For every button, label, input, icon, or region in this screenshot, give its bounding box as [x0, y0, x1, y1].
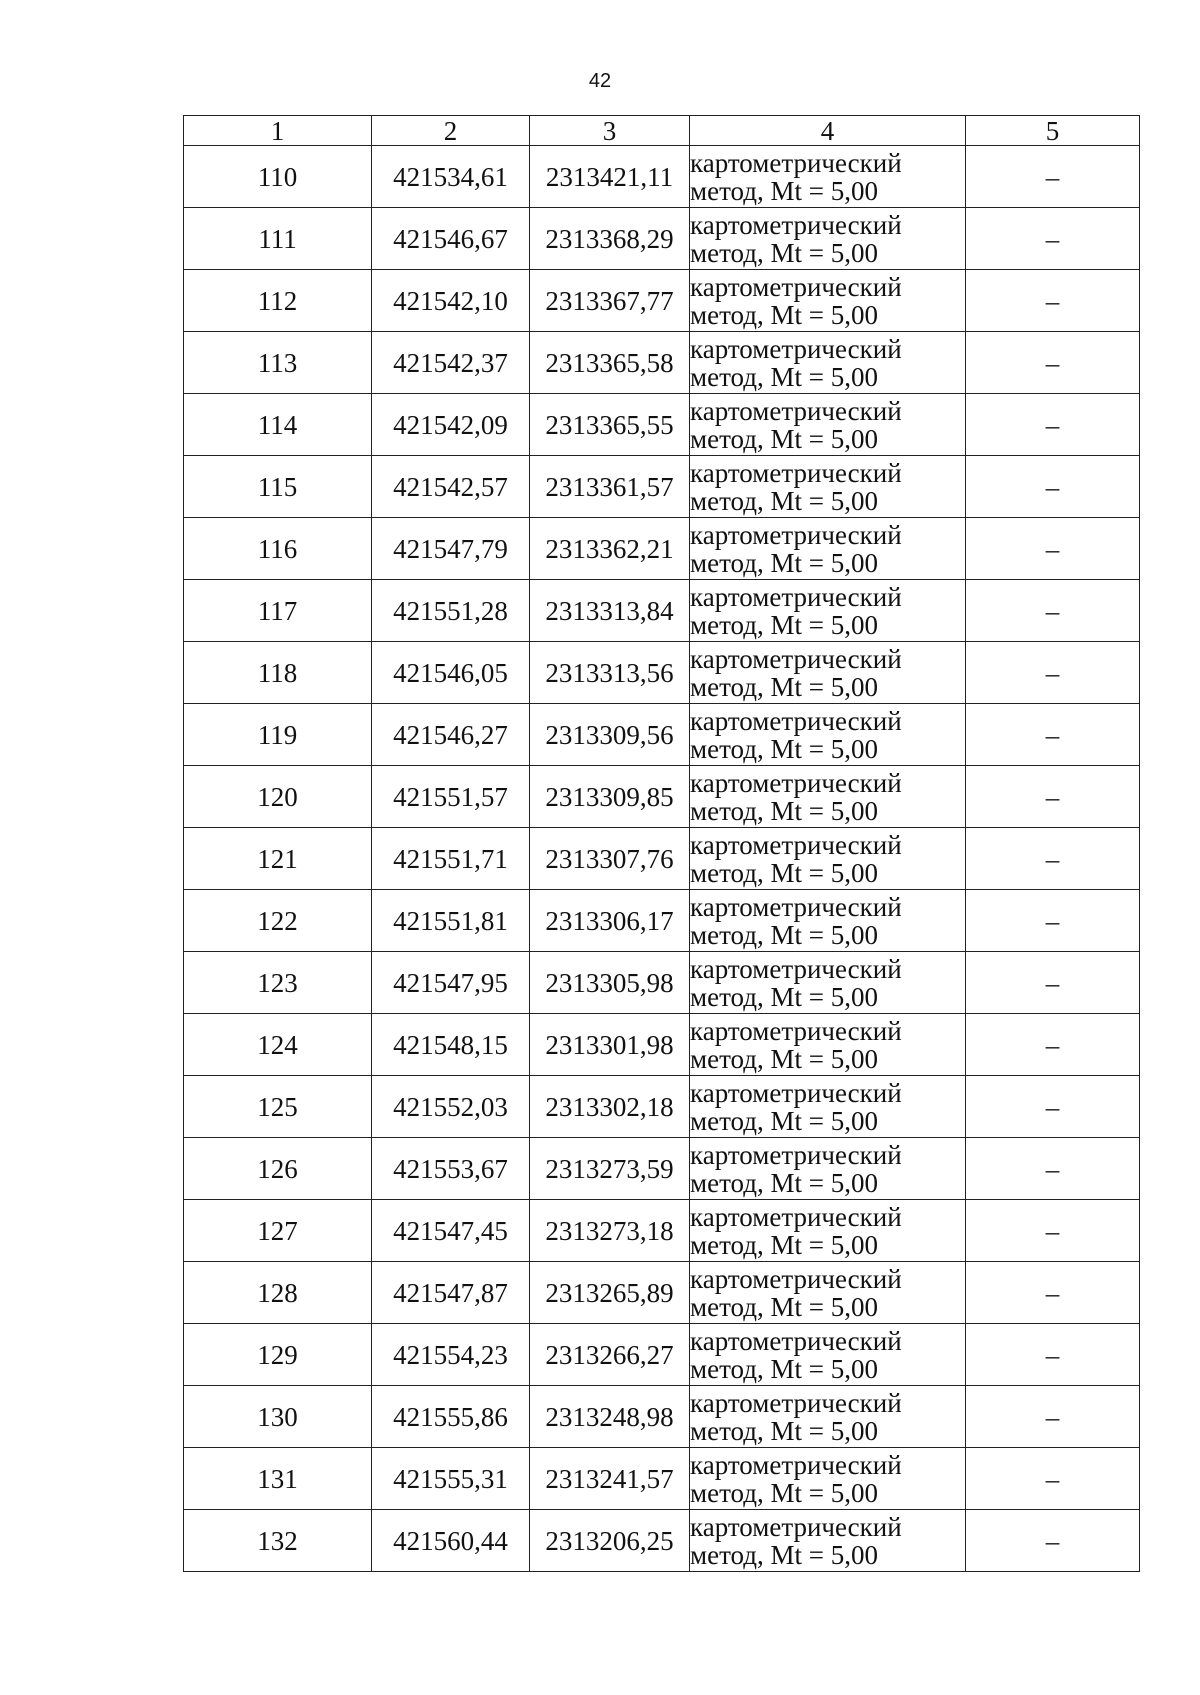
x-coordinate-cell: 421546,05 [372, 642, 530, 704]
method-line-2: метод, Mt = 5,00 [690, 1167, 878, 1198]
point-number-cell: 128 [184, 1262, 372, 1324]
method-cell [690, 518, 966, 580]
method-cell [690, 704, 966, 766]
column-5-cell: – [966, 1448, 1140, 1510]
column-5-cell: – [966, 642, 1140, 704]
method-cell [690, 952, 966, 1014]
method-line-2: метод, Mt = 5,00 [690, 361, 878, 392]
table-row [184, 642, 1140, 704]
method-cell [690, 766, 966, 828]
point-number-cell: 122 [184, 890, 372, 952]
x-coordinate-cell: 421554,23 [372, 1324, 530, 1386]
column-5-cell: – [966, 270, 1140, 332]
method-cell [690, 394, 966, 456]
method-line-2: метод, Mt = 5,00 [690, 857, 878, 888]
table-row [184, 1138, 1140, 1200]
y-coordinate-cell: 2313273,59 [530, 1138, 690, 1200]
method-line-2: метод, Mt = 5,00 [690, 547, 878, 578]
header-col-1: 1 [184, 116, 372, 146]
header-col-5: 5 [966, 116, 1140, 146]
y-coordinate-cell: 2313302,18 [530, 1076, 690, 1138]
method-cell [690, 1324, 966, 1386]
method-cell [690, 1138, 966, 1200]
method-cell [690, 1076, 966, 1138]
y-coordinate-cell: 2313273,18 [530, 1200, 690, 1262]
column-5-cell: – [966, 952, 1140, 1014]
y-coordinate-cell: 2313309,56 [530, 704, 690, 766]
coordinates-table [183, 115, 1140, 1572]
x-coordinate-cell: 421552,03 [372, 1076, 530, 1138]
table-row [184, 580, 1140, 642]
x-coordinate-cell: 421551,28 [372, 580, 530, 642]
method-line-1: картометрический [690, 1325, 902, 1356]
point-number-cell: 130 [184, 1386, 372, 1448]
method-line-1: картометрический [690, 953, 902, 984]
table-row [184, 704, 1140, 766]
x-coordinate-cell: 421547,95 [372, 952, 530, 1014]
method-line-2: метод, Mt = 5,00 [690, 1477, 878, 1508]
point-number-cell: 127 [184, 1200, 372, 1262]
column-5-cell: – [966, 1324, 1140, 1386]
point-number-cell: 123 [184, 952, 372, 1014]
x-coordinate-cell: 421546,27 [372, 704, 530, 766]
column-5-cell: – [966, 332, 1140, 394]
method-line-2: метод, Mt = 5,00 [690, 237, 878, 268]
table-row [184, 456, 1140, 518]
y-coordinate-cell: 2313206,25 [530, 1510, 690, 1572]
point-number-cell: 129 [184, 1324, 372, 1386]
method-line-1: картометрический [690, 891, 902, 922]
x-coordinate-cell: 421542,10 [372, 270, 530, 332]
method-cell [690, 270, 966, 332]
table-row [184, 518, 1140, 580]
point-number-cell: 124 [184, 1014, 372, 1076]
point-number-cell: 110 [184, 146, 372, 208]
method-line-2: метод, Mt = 5,00 [690, 1105, 878, 1136]
x-coordinate-cell: 421547,79 [372, 518, 530, 580]
y-coordinate-cell: 2313365,55 [530, 394, 690, 456]
method-line-2: метод, Mt = 5,00 [690, 795, 878, 826]
method-line-2: метод, Mt = 5,00 [690, 733, 878, 764]
method-line-1: картометрический [690, 643, 902, 674]
table-row [184, 766, 1140, 828]
table-row [184, 146, 1140, 208]
column-5-cell: – [966, 704, 1140, 766]
y-coordinate-cell: 2313362,21 [530, 518, 690, 580]
method-line-2: метод, Mt = 5,00 [690, 423, 878, 454]
point-number-cell: 126 [184, 1138, 372, 1200]
point-number-cell: 118 [184, 642, 372, 704]
point-number-cell: 113 [184, 332, 372, 394]
y-coordinate-cell: 2313265,89 [530, 1262, 690, 1324]
method-line-1: картометрический [690, 333, 902, 364]
x-coordinate-cell: 421551,81 [372, 890, 530, 952]
x-coordinate-cell: 421551,57 [372, 766, 530, 828]
y-coordinate-cell: 2313367,77 [530, 270, 690, 332]
table-header [184, 116, 1140, 146]
table-row [184, 208, 1140, 270]
y-coordinate-cell: 2313313,84 [530, 580, 690, 642]
table-row [184, 1386, 1140, 1448]
method-line-1: картометрический [690, 395, 902, 426]
table-row [184, 1014, 1140, 1076]
column-5-cell: – [966, 1200, 1140, 1262]
method-cell [690, 1014, 966, 1076]
y-coordinate-cell: 2313305,98 [530, 952, 690, 1014]
method-line-1: картометрический [690, 705, 902, 736]
method-line-2: метод, Mt = 5,00 [690, 175, 878, 206]
page-number: 42 [588, 70, 612, 92]
column-5-cell: – [966, 580, 1140, 642]
method-line-1: картометрический [690, 457, 902, 488]
column-5-cell: – [966, 1138, 1140, 1200]
method-line-2: метод, Mt = 5,00 [690, 1043, 878, 1074]
column-5-cell: – [966, 766, 1140, 828]
method-line-1: картометрический [690, 209, 902, 240]
column-5-cell: – [966, 208, 1140, 270]
point-number-cell: 121 [184, 828, 372, 890]
method-line-1: картометрический [690, 271, 902, 302]
table-row [184, 1324, 1140, 1386]
point-number-cell: 114 [184, 394, 372, 456]
method-line-2: метод, Mt = 5,00 [690, 1229, 878, 1260]
table-row [184, 1262, 1140, 1324]
method-line-1: картометрический [690, 581, 902, 612]
method-line-2: метод, Mt = 5,00 [690, 1353, 878, 1384]
point-number-cell: 115 [184, 456, 372, 518]
method-cell [690, 580, 966, 642]
method-line-1: картометрический [690, 829, 902, 860]
point-number-cell: 117 [184, 580, 372, 642]
header-col-2: 2 [372, 116, 530, 146]
method-cell [690, 1262, 966, 1324]
x-coordinate-cell: 421555,86 [372, 1386, 530, 1448]
table-row [184, 332, 1140, 394]
method-line-1: картометрический [690, 1077, 902, 1108]
column-5-cell: – [966, 828, 1140, 890]
y-coordinate-cell: 2313307,76 [530, 828, 690, 890]
table-row [184, 952, 1140, 1014]
method-line-1: картометрический [690, 1387, 902, 1418]
method-line-1: картометрический [690, 767, 902, 798]
table-row [184, 1200, 1140, 1262]
method-line-2: метод, Mt = 5,00 [690, 981, 878, 1012]
point-number-cell: 132 [184, 1510, 372, 1572]
x-coordinate-cell: 421547,45 [372, 1200, 530, 1262]
point-number-cell: 131 [184, 1448, 372, 1510]
method-line-1: картометрический [690, 1015, 902, 1046]
method-line-2: метод, Mt = 5,00 [690, 299, 878, 330]
method-line-1: картометрический [690, 519, 902, 550]
method-cell [690, 456, 966, 518]
column-5-cell: – [966, 146, 1140, 208]
table-row [184, 270, 1140, 332]
point-number-cell: 119 [184, 704, 372, 766]
table-body [184, 146, 1140, 1572]
y-coordinate-cell: 2313241,57 [530, 1448, 690, 1510]
method-line-1: картометрический [690, 1139, 902, 1170]
method-line-1: картометрический [690, 1263, 902, 1294]
method-line-1: картометрический [690, 147, 902, 178]
header-row [184, 116, 1140, 146]
method-cell [690, 1200, 966, 1262]
x-coordinate-cell: 421547,87 [372, 1262, 530, 1324]
method-line-2: метод, Mt = 5,00 [690, 1539, 878, 1570]
method-line-2: метод, Mt = 5,00 [690, 609, 878, 640]
method-line-2: метод, Mt = 5,00 [690, 1415, 878, 1446]
column-5-cell: – [966, 1076, 1140, 1138]
x-coordinate-cell: 421560,44 [372, 1510, 530, 1572]
x-coordinate-cell: 421555,31 [372, 1448, 530, 1510]
method-cell [690, 1448, 966, 1510]
method-line-2: метод, Mt = 5,00 [690, 485, 878, 516]
method-cell [690, 332, 966, 394]
column-5-cell: – [966, 456, 1140, 518]
y-coordinate-cell: 2313266,27 [530, 1324, 690, 1386]
point-number-cell: 120 [184, 766, 372, 828]
column-5-cell: – [966, 1014, 1140, 1076]
method-line-2: метод, Mt = 5,00 [690, 919, 878, 950]
y-coordinate-cell: 2313301,98 [530, 1014, 690, 1076]
header-col-4: 4 [690, 116, 966, 146]
point-number-cell: 111 [184, 208, 372, 270]
method-line-1: картометрический [690, 1511, 902, 1542]
method-line-1: картометрический [690, 1201, 902, 1232]
y-coordinate-cell: 2313313,56 [530, 642, 690, 704]
point-number-cell: 116 [184, 518, 372, 580]
column-5-cell: – [966, 1510, 1140, 1572]
x-coordinate-cell: 421542,37 [372, 332, 530, 394]
column-5-cell: – [966, 1386, 1140, 1448]
y-coordinate-cell: 2313248,98 [530, 1386, 690, 1448]
y-coordinate-cell: 2313421,11 [530, 146, 690, 208]
y-coordinate-cell: 2313309,85 [530, 766, 690, 828]
method-cell [690, 1510, 966, 1572]
table-row [184, 890, 1140, 952]
method-line-2: метод, Mt = 5,00 [690, 671, 878, 702]
method-cell [690, 890, 966, 952]
column-5-cell: – [966, 890, 1140, 952]
method-cell [690, 1386, 966, 1448]
point-number-cell: 125 [184, 1076, 372, 1138]
method-cell [690, 828, 966, 890]
method-cell [690, 146, 966, 208]
x-coordinate-cell: 421534,61 [372, 146, 530, 208]
x-coordinate-cell: 421551,71 [372, 828, 530, 890]
column-5-cell: – [966, 1262, 1140, 1324]
x-coordinate-cell: 421548,15 [372, 1014, 530, 1076]
y-coordinate-cell: 2313365,58 [530, 332, 690, 394]
y-coordinate-cell: 2313368,29 [530, 208, 690, 270]
table-row [184, 394, 1140, 456]
x-coordinate-cell: 421542,57 [372, 456, 530, 518]
method-line-1: картометрический [690, 1449, 902, 1480]
y-coordinate-cell: 2313361,57 [530, 456, 690, 518]
header-col-3: 3 [530, 116, 690, 146]
y-coordinate-cell: 2313306,17 [530, 890, 690, 952]
point-number-cell: 112 [184, 270, 372, 332]
table-row [184, 1510, 1140, 1572]
column-5-cell: – [966, 518, 1140, 580]
method-line-2: метод, Mt = 5,00 [690, 1291, 878, 1322]
method-cell [690, 642, 966, 704]
x-coordinate-cell: 421542,09 [372, 394, 530, 456]
method-cell [690, 208, 966, 270]
column-5-cell: – [966, 394, 1140, 456]
table-row [184, 1448, 1140, 1510]
x-coordinate-cell: 421553,67 [372, 1138, 530, 1200]
table-row [184, 1076, 1140, 1138]
x-coordinate-cell: 421546,67 [372, 208, 530, 270]
table-row [184, 828, 1140, 890]
